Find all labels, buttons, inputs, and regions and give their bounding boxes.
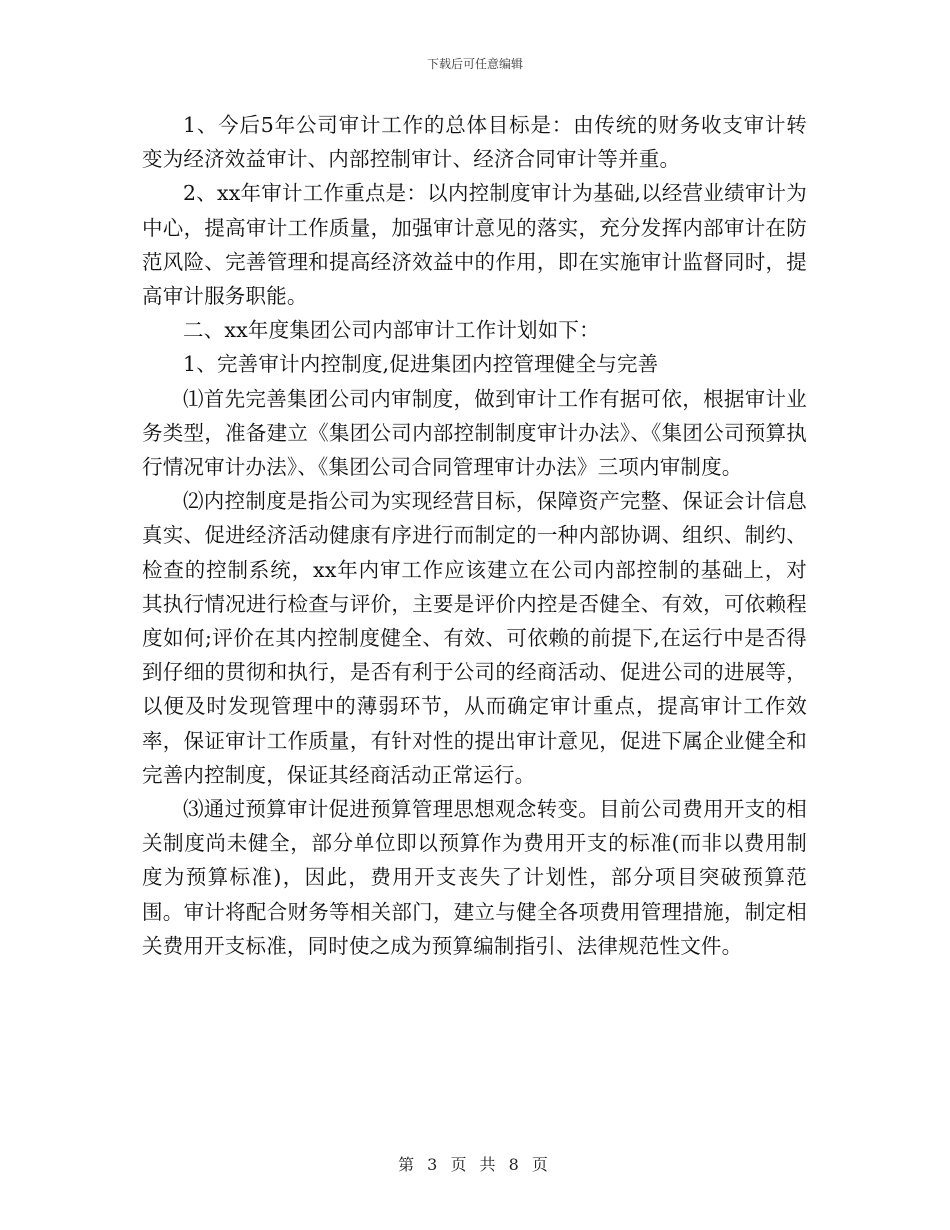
document-body	[142, 108, 807, 963]
page-number-footer: 第 3 页 共 8 页	[398, 1155, 552, 1174]
paragraph-overall-goal: 1、今后5年公司审计工作的总体目标是：由传统的财务收支审计转变为经济效益审计、内部控制审计、经济合同审计等并重。	[142, 113, 807, 172]
paragraph-item-1: ⑴首先完善集团公司内审制度，做到审计工作有据可依，根据审计业务类型，准备建立《集团公司内部控制制度审计办法》、《集团公司预算执行情况审计办法》、《集团公司合同管理审计办法》三项内审制度。	[142, 386, 807, 480]
section-heading-audit-plan: 二、xx年度集团公司内部审计工作计划如下：	[183, 318, 600, 343]
paragraph-item-2: ⑵内控制度是指公司为实现经营目标，保障资产完整、保证会计信息真实、促进经济活动健康有序进行而制定的一种内部协调、组织、制约、检查的控制系统，xx年内审工作应该建立在公司内部控制的基础上，对其执行情况进行检查与评价，主要是评价内控是否健全、有效，可依赖程度如何;评价在其内控制度健全、有效、可依赖的前提下,在运行中是否得到仔细的贯彻和执行，是否有利于公司的经商活动、促进公司的进展等，以便及时发现管理中的薄弱环节，从而确定审计重点，提高审计工作效率，保证审计工作质量，有针对性的提出审计意见，促进下属企业健全和完善内控制度，保证其经商活动正常运行。	[142, 489, 807, 787]
subsection-heading-internal-control: 1、完善审计内控制度,促进集团内控管理健全与完善	[183, 352, 659, 377]
paragraph-item-3: ⑶通过预算审计促进预算管理思想观念转变。目前公司费用开支的相关制度尚未健全，部分单位即以预算作为费用开支的标准(而非以费用制度为预算标准)，因此，费用开支丧失了计划性，部分项目突破预算范围。审计将配合财务等相关部门，建立与健全各项费用管理措施，制定相关费用开支标准，同时使之成为预算编制指引、法律规范性文件。	[142, 797, 807, 958]
paragraph-audit-focus: 2、xx年审计工作重点是：以内控制度审计为基础,以经营业绩审计为中心，提高审计工作质量，加强审计意见的落实，充分发挥内部审计在防范风险、完善管理和提高经济效益中的作用，即在实施审计监督同时，提高审计服务职能。	[142, 181, 807, 309]
page-header-note: 下载后可任意编辑	[426, 57, 523, 71]
